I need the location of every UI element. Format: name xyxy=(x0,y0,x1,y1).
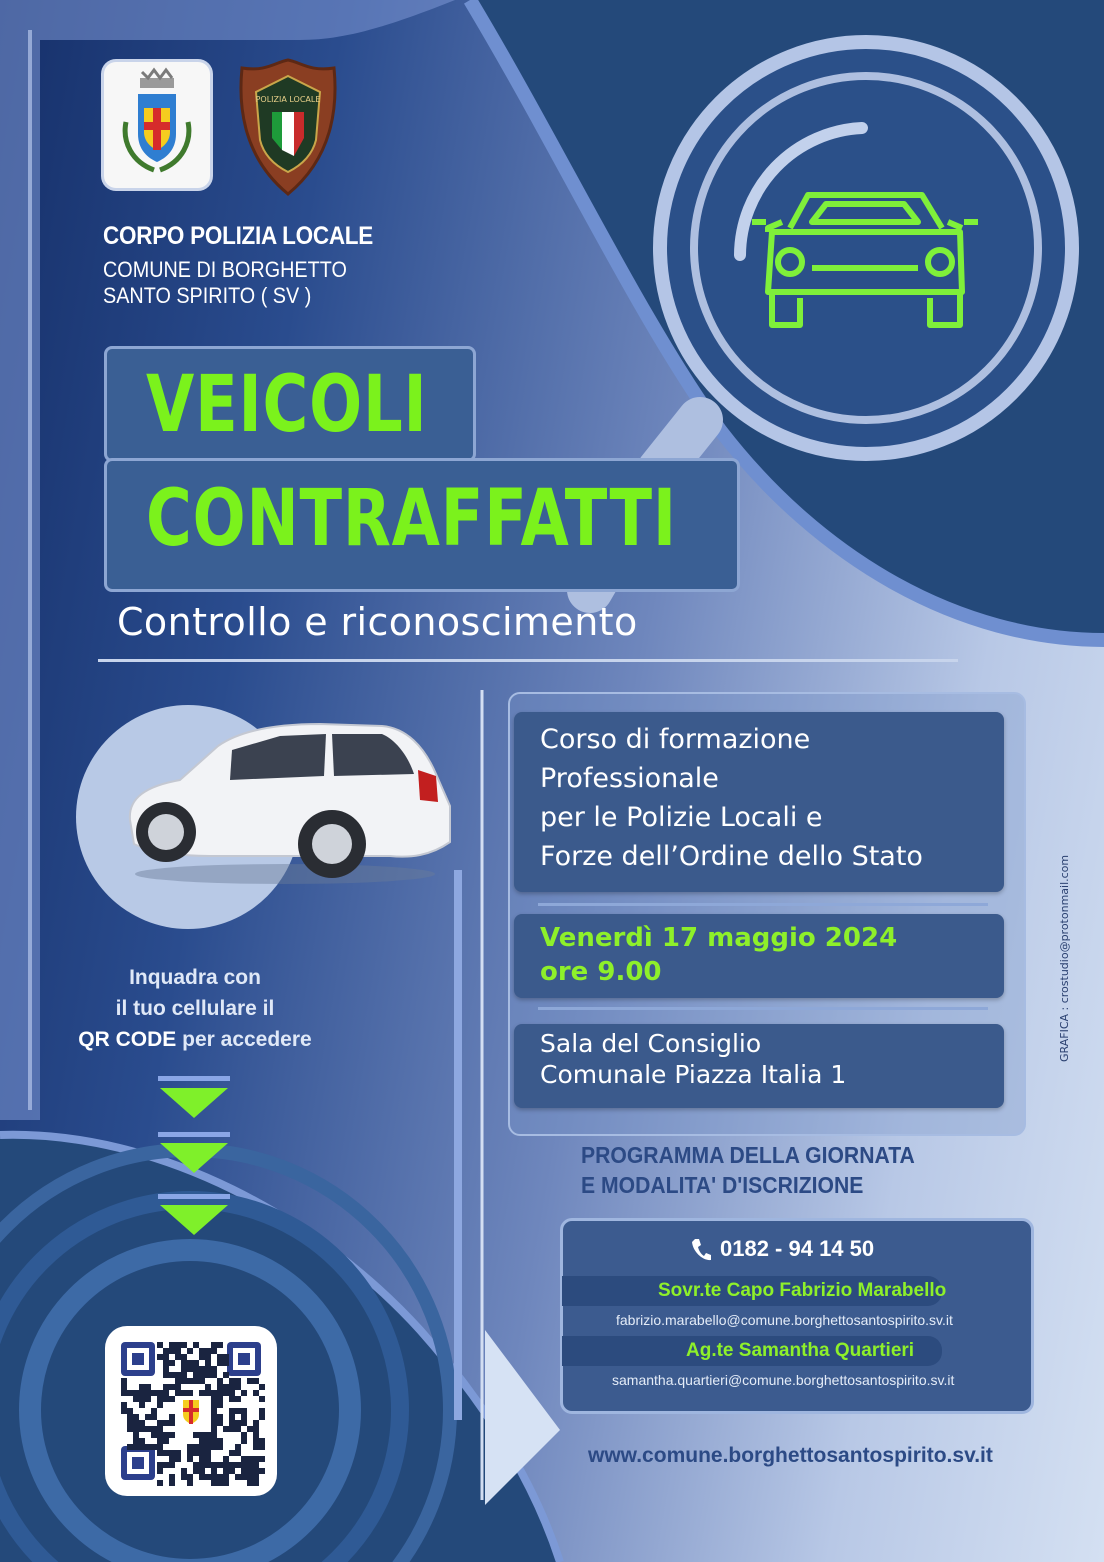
qr-module xyxy=(211,1342,217,1348)
qr-module xyxy=(139,1420,145,1426)
qr-module xyxy=(163,1384,169,1390)
qr-module xyxy=(127,1414,133,1420)
qr-module xyxy=(145,1396,151,1402)
qr-module xyxy=(187,1366,193,1372)
qr-module xyxy=(193,1366,199,1372)
qr-module xyxy=(127,1408,133,1414)
separator xyxy=(538,1007,988,1010)
qr-module xyxy=(223,1372,229,1378)
qr-module xyxy=(253,1468,259,1474)
qr-module xyxy=(229,1390,235,1396)
qr-module xyxy=(169,1450,175,1456)
qr-module xyxy=(199,1378,205,1384)
qr-module xyxy=(193,1432,199,1438)
qr-module xyxy=(235,1396,241,1402)
qr-module xyxy=(199,1468,205,1474)
qr-module xyxy=(139,1390,145,1396)
qr-module xyxy=(223,1462,229,1468)
qr-module xyxy=(163,1354,169,1360)
qr-module xyxy=(223,1456,229,1462)
qr-module xyxy=(181,1468,187,1474)
qr-module xyxy=(163,1348,169,1354)
qr-module xyxy=(259,1408,265,1414)
course-line4: Forze dell’Ordine dello Stato xyxy=(540,841,923,872)
qr-module xyxy=(205,1360,211,1366)
qr-module xyxy=(157,1342,163,1348)
qr-module xyxy=(229,1468,235,1474)
qr-module xyxy=(241,1456,247,1462)
qr-module xyxy=(193,1360,199,1366)
qr-module xyxy=(199,1474,205,1480)
qr-module xyxy=(157,1438,163,1444)
qr-module xyxy=(169,1474,175,1480)
qr-module xyxy=(163,1450,169,1456)
qr-module xyxy=(229,1426,235,1432)
qr-module xyxy=(253,1438,259,1444)
qr-module xyxy=(175,1354,181,1360)
event-time: ore 9.00 xyxy=(540,957,662,987)
qr-module xyxy=(205,1372,211,1378)
qr-module xyxy=(247,1426,253,1432)
qr-module xyxy=(181,1390,187,1396)
qr-module xyxy=(151,1426,157,1432)
qr-module xyxy=(217,1396,223,1402)
qr-module xyxy=(229,1462,235,1468)
qr-module xyxy=(223,1474,229,1480)
qr-module xyxy=(229,1384,235,1390)
qr-module xyxy=(229,1396,235,1402)
qr-module xyxy=(217,1402,223,1408)
qr-module xyxy=(151,1408,157,1414)
qr-module xyxy=(199,1372,205,1378)
qr-module xyxy=(163,1462,169,1468)
course-line3: per le Polizie Locali e xyxy=(540,802,823,833)
design-credit: GRAFICA : crostudio@protonmail.com xyxy=(1058,854,1071,1062)
qr-module xyxy=(199,1390,205,1396)
qr-module xyxy=(205,1348,211,1354)
qr-module xyxy=(133,1414,139,1420)
qr-module xyxy=(139,1426,145,1432)
qr-module xyxy=(211,1396,217,1402)
qr-module xyxy=(241,1462,247,1468)
qr-module xyxy=(199,1438,205,1444)
qr-module xyxy=(133,1438,139,1444)
qr-module xyxy=(205,1384,211,1390)
qr-module xyxy=(157,1420,163,1426)
qr-module xyxy=(241,1420,247,1426)
qr-module xyxy=(235,1420,241,1426)
qr-module xyxy=(211,1426,217,1432)
qr-module xyxy=(169,1462,175,1468)
qr-module xyxy=(253,1426,259,1432)
contact-email-1[interactable]: fabrizio.marabello@comune.borghettosantospirito.sv.it xyxy=(616,1312,953,1328)
qr-module xyxy=(163,1396,169,1402)
contact-name-pill xyxy=(562,1276,947,1306)
qr-module xyxy=(259,1444,265,1450)
qr-module xyxy=(181,1378,187,1384)
program-line2: E MODALITA' D'ISCRIZIONE xyxy=(581,1172,864,1198)
qr-module xyxy=(175,1456,181,1462)
qr-module xyxy=(145,1444,151,1450)
qr-module xyxy=(211,1348,217,1354)
qr-module xyxy=(241,1438,247,1444)
qr-module xyxy=(169,1372,175,1378)
qr-module xyxy=(211,1474,217,1480)
venue-line2: Comunale Piazza Italia 1 xyxy=(540,1060,847,1089)
website-link[interactable]: www.comune.borghettosantospirito.sv.it xyxy=(588,1444,993,1467)
organization-title: CORPO POLIZIA LOCALE xyxy=(103,222,374,250)
qr-module xyxy=(247,1480,253,1486)
qr-module xyxy=(169,1360,175,1366)
qr-module xyxy=(259,1414,265,1420)
qr-code-card[interactable] xyxy=(105,1326,277,1496)
qr-module xyxy=(211,1468,217,1474)
qr-module xyxy=(175,1450,181,1456)
qr-module xyxy=(157,1354,163,1360)
qr-module xyxy=(217,1480,223,1486)
qr-module xyxy=(139,1444,145,1450)
qr-module xyxy=(205,1366,211,1372)
qr-module xyxy=(187,1390,193,1396)
event-date: Venerdì 17 maggio 2024 xyxy=(540,923,898,953)
date-box xyxy=(514,914,1004,998)
phone-number[interactable]: 0182 - 94 14 50 xyxy=(720,1236,875,1261)
qr-module xyxy=(157,1390,163,1396)
qr-module xyxy=(235,1444,241,1450)
contact-name-1: Sovr.te Capo Fabrizio Marabello xyxy=(658,1280,947,1301)
qr-module xyxy=(205,1438,211,1444)
qr-module xyxy=(169,1420,175,1426)
qr-module xyxy=(205,1462,211,1468)
qr-module xyxy=(241,1390,247,1396)
qr-module xyxy=(163,1390,169,1396)
qr-module xyxy=(217,1444,223,1450)
qr-module xyxy=(205,1444,211,1450)
qr-module xyxy=(199,1354,205,1360)
program-line1: PROGRAMMA DELLA GIORNATA xyxy=(581,1142,915,1168)
qr-module xyxy=(139,1402,145,1408)
qr-module xyxy=(163,1360,169,1366)
qr-module xyxy=(223,1480,229,1486)
qr-module xyxy=(217,1414,223,1420)
qr-module xyxy=(211,1414,217,1420)
course-line2: Professionale xyxy=(540,763,719,794)
qr-module xyxy=(223,1360,229,1366)
qr-module xyxy=(223,1354,229,1360)
qr-module xyxy=(223,1390,229,1396)
phone-icon xyxy=(690,1237,712,1263)
qr-module xyxy=(235,1450,241,1456)
qr-module xyxy=(121,1384,127,1390)
qr-module xyxy=(133,1396,139,1402)
qr-module xyxy=(205,1432,211,1438)
police-badge xyxy=(236,58,340,196)
qr-module xyxy=(253,1444,259,1450)
qr-module xyxy=(163,1366,169,1372)
qr-module xyxy=(151,1390,157,1396)
qr-module xyxy=(181,1366,187,1372)
qr-module xyxy=(175,1348,181,1354)
qr-module xyxy=(133,1390,139,1396)
qr-module xyxy=(133,1426,139,1432)
qr-module xyxy=(169,1456,175,1462)
qr-instruction-rest: per accedere xyxy=(182,1028,312,1051)
qr-module xyxy=(127,1390,133,1396)
qr-module xyxy=(217,1420,223,1426)
qr-module xyxy=(127,1426,133,1432)
qr-module xyxy=(193,1444,199,1450)
qr-module xyxy=(205,1450,211,1456)
qr-module xyxy=(121,1402,127,1408)
qr-module xyxy=(169,1342,175,1348)
qr-module xyxy=(139,1396,145,1402)
qr-module xyxy=(211,1462,217,1468)
qr-module xyxy=(127,1444,133,1450)
qr-module xyxy=(211,1390,217,1396)
qr-module xyxy=(151,1414,157,1420)
qr-module xyxy=(121,1378,127,1384)
qr-module xyxy=(253,1420,259,1426)
qr-module xyxy=(157,1444,163,1450)
qr-module xyxy=(223,1426,229,1432)
qr-module xyxy=(217,1390,223,1396)
qr-module xyxy=(193,1468,199,1474)
qr-module xyxy=(157,1480,163,1486)
qr-module xyxy=(151,1444,157,1450)
qr-module xyxy=(169,1348,175,1354)
qr-module xyxy=(121,1408,127,1414)
qr-module xyxy=(253,1456,259,1462)
qr-module xyxy=(175,1342,181,1348)
qr-module xyxy=(211,1480,217,1486)
qr-module xyxy=(175,1390,181,1396)
qr-module xyxy=(187,1378,193,1384)
car-photo xyxy=(120,710,455,890)
badge-text: POLIZIA LOCALE xyxy=(255,95,321,104)
qr-module xyxy=(241,1414,247,1420)
qr-module xyxy=(241,1408,247,1414)
organization-line2: SANTO SPIRITO ( SV ) xyxy=(103,283,312,308)
qr-module xyxy=(169,1384,175,1390)
qr-code-label: QR CODE xyxy=(78,1028,177,1051)
contact-name-2: Ag.te Samantha Quartieri xyxy=(686,1340,915,1361)
qr-module xyxy=(199,1432,205,1438)
qr-module xyxy=(133,1444,139,1450)
qr-module xyxy=(241,1468,247,1474)
qr-module xyxy=(187,1348,193,1354)
qr-module xyxy=(199,1450,205,1456)
qr-module xyxy=(181,1354,187,1360)
qr-module xyxy=(217,1354,223,1360)
qr-module xyxy=(127,1420,133,1426)
municipal-crest-icon xyxy=(104,62,210,188)
qr-module xyxy=(139,1384,145,1390)
venue-line1: Sala del Consiglio xyxy=(540,1029,762,1058)
qr-module xyxy=(229,1414,235,1420)
qr-module xyxy=(253,1462,259,1468)
qr-module xyxy=(175,1372,181,1378)
venue-box xyxy=(514,1024,1004,1108)
qr-module xyxy=(199,1456,205,1462)
municipal-crest-card xyxy=(104,62,210,188)
qr-module xyxy=(181,1474,187,1480)
qr-module xyxy=(157,1462,163,1468)
qr-module xyxy=(193,1462,199,1468)
qr-module xyxy=(169,1396,175,1402)
qr-module xyxy=(211,1408,217,1414)
qr-module xyxy=(235,1408,241,1414)
police-badge-icon xyxy=(236,58,340,196)
qr-module xyxy=(181,1360,187,1366)
course-box xyxy=(514,712,1004,892)
course-line1: Corso di formazione xyxy=(540,724,811,755)
qr-module xyxy=(229,1450,235,1456)
qr-module xyxy=(169,1432,175,1438)
qr-module xyxy=(247,1468,253,1474)
qr-module xyxy=(211,1438,217,1444)
qr-module xyxy=(133,1420,139,1426)
qr-module xyxy=(211,1372,217,1378)
qr-module xyxy=(259,1384,265,1390)
contact-name-pill xyxy=(562,1336,942,1366)
qr-module xyxy=(229,1378,235,1384)
qr-module xyxy=(217,1438,223,1444)
qr-module xyxy=(253,1480,259,1486)
qr-module xyxy=(211,1444,217,1450)
qr-module xyxy=(169,1480,175,1486)
qr-module xyxy=(217,1462,223,1468)
qr-module xyxy=(217,1474,223,1480)
qr-module xyxy=(223,1384,229,1390)
qr-module xyxy=(187,1456,193,1462)
qr-module xyxy=(211,1420,217,1426)
qr-instruction-line2: il tuo cellulare il xyxy=(115,997,275,1020)
qr-module xyxy=(145,1426,151,1432)
qr-module xyxy=(151,1432,157,1438)
qr-module xyxy=(187,1450,193,1456)
qr-instruction-line1: Inquadra con xyxy=(129,966,261,989)
qr-module xyxy=(217,1342,223,1348)
qr-module xyxy=(193,1342,199,1348)
qr-module xyxy=(211,1402,217,1408)
qr-module xyxy=(247,1462,253,1468)
qr-module xyxy=(193,1372,199,1378)
qr-module xyxy=(217,1384,223,1390)
qr-module xyxy=(157,1432,163,1438)
qr-module xyxy=(133,1432,139,1438)
qr-module xyxy=(229,1408,235,1414)
qr-module xyxy=(259,1396,265,1402)
qr-module xyxy=(235,1384,241,1390)
qr-module xyxy=(181,1372,187,1378)
qr-instructions xyxy=(60,962,330,1055)
qr-module xyxy=(187,1360,193,1366)
qr-module xyxy=(175,1378,181,1384)
program-heading xyxy=(581,1140,915,1200)
qr-instruction-line3 xyxy=(60,1024,330,1055)
qr-module xyxy=(145,1384,151,1390)
qr-code[interactable] xyxy=(105,1326,277,1496)
qr-module xyxy=(217,1378,223,1384)
qr-module xyxy=(211,1432,217,1438)
qr-module xyxy=(193,1450,199,1456)
divider xyxy=(98,659,958,662)
qr-module xyxy=(253,1432,259,1438)
qr-module xyxy=(139,1438,145,1444)
qr-module xyxy=(223,1468,229,1474)
qr-module xyxy=(187,1474,193,1480)
qr-module xyxy=(247,1456,253,1462)
qr-module xyxy=(259,1456,265,1462)
qr-module xyxy=(247,1378,253,1384)
event-title-line2: CONTRAFFATTI xyxy=(146,474,677,564)
qr-module xyxy=(247,1474,253,1480)
qr-module xyxy=(163,1432,169,1438)
event-title-line1: VEICOLI xyxy=(146,360,428,450)
qr-module xyxy=(241,1474,247,1480)
qr-module xyxy=(199,1366,205,1372)
qr-module xyxy=(163,1372,169,1378)
qr-module xyxy=(121,1390,127,1396)
qr-module xyxy=(253,1378,259,1384)
organization-line1: COMUNE DI BORGHETTO xyxy=(103,257,347,282)
qr-module xyxy=(235,1378,241,1384)
qr-module xyxy=(199,1462,205,1468)
qr-module xyxy=(187,1444,193,1450)
qr-module xyxy=(235,1462,241,1468)
qr-module xyxy=(157,1402,163,1408)
qr-module xyxy=(235,1426,241,1432)
qr-module xyxy=(157,1426,163,1432)
qr-module xyxy=(253,1390,259,1396)
qr-module xyxy=(157,1468,163,1474)
qr-module xyxy=(163,1420,169,1426)
qr-module xyxy=(229,1420,235,1426)
qr-module xyxy=(235,1474,241,1480)
qr-module xyxy=(175,1384,181,1390)
qr-module xyxy=(145,1390,151,1396)
qr-module xyxy=(187,1480,193,1486)
qr-module xyxy=(199,1444,205,1450)
qr-module xyxy=(211,1366,217,1372)
qr-module xyxy=(205,1390,211,1396)
event-subtitle: Controllo e riconoscimento xyxy=(117,600,638,644)
qr-module xyxy=(169,1414,175,1420)
contact-email-2[interactable]: samantha.quartieri@comune.borghettosantospirito.sv.it xyxy=(612,1372,955,1388)
qr-module xyxy=(163,1438,169,1444)
separator xyxy=(538,903,988,906)
qr-module xyxy=(157,1396,163,1402)
qr-module xyxy=(259,1438,265,1444)
qr-module xyxy=(259,1468,265,1474)
qr-module xyxy=(205,1354,211,1360)
qr-module xyxy=(205,1474,211,1480)
qr-module xyxy=(193,1378,199,1384)
qr-module xyxy=(145,1414,151,1420)
qr-module xyxy=(217,1360,223,1366)
qr-module xyxy=(181,1342,187,1348)
qr-module xyxy=(199,1348,205,1354)
qr-module xyxy=(253,1474,259,1480)
qr-module xyxy=(205,1456,211,1462)
qr-module xyxy=(241,1432,247,1438)
qr-module xyxy=(157,1450,163,1456)
